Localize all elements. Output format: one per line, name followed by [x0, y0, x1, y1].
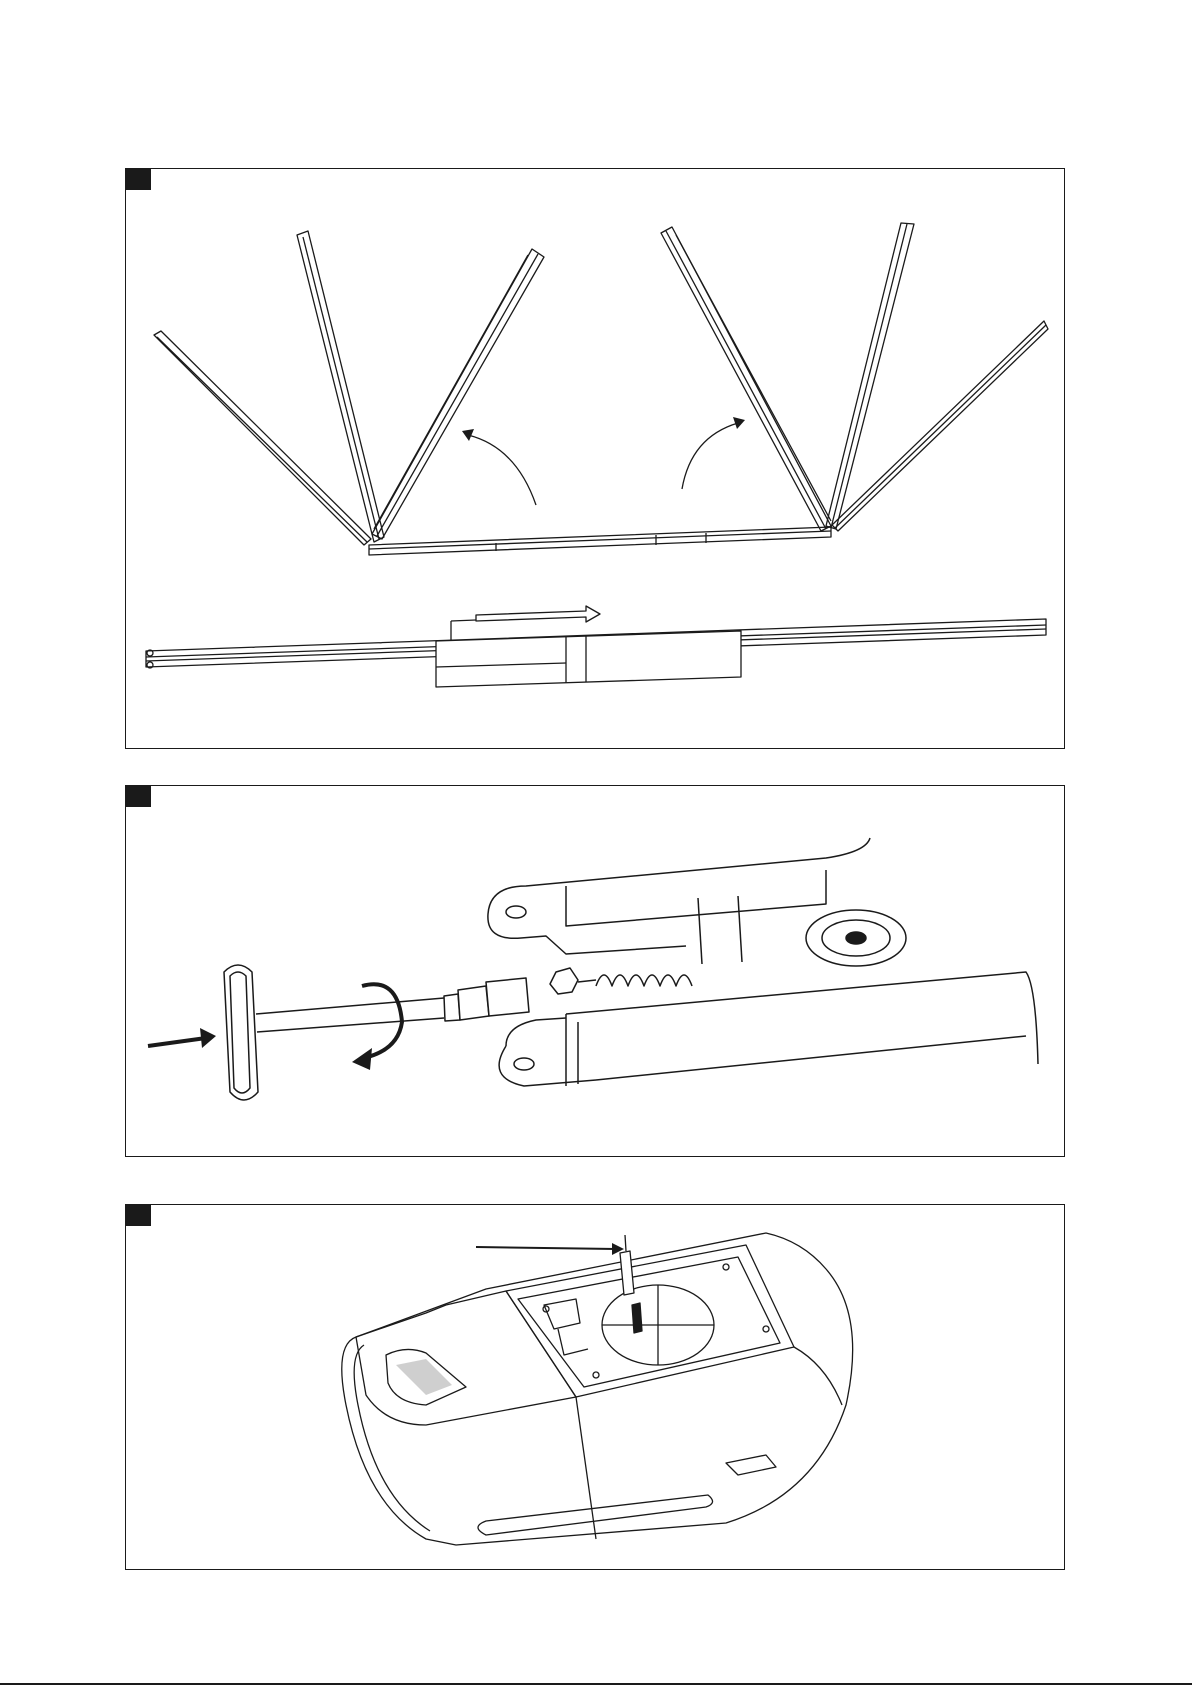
- figure-panel-1: [125, 168, 1065, 749]
- frame-arms-illustration: [126, 169, 1064, 748]
- figure-panel-3: [125, 1204, 1065, 1570]
- motor-unit-illustration: [126, 1205, 1064, 1569]
- crank-handle-illustration: [126, 786, 1064, 1156]
- figure-panel-2: [125, 785, 1065, 1157]
